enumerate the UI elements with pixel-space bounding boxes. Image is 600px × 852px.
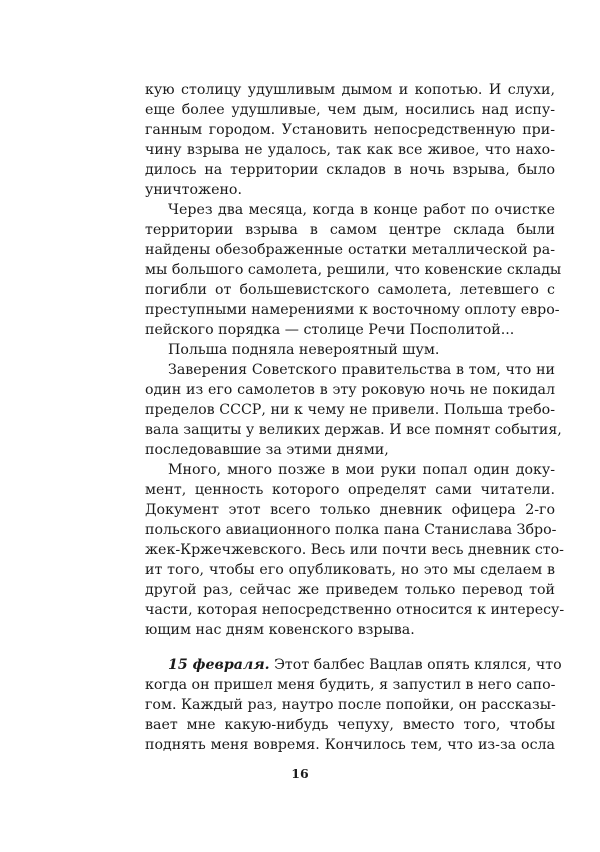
text-line: Много, много позже в мои руки попал один доку-	[168, 462, 555, 478]
text-line: другой раз, сейчас же приведем только перевод той	[145, 582, 555, 598]
text-line: Заверения Советского правительства в том, что ни	[168, 362, 555, 378]
text-line: дилось на территории складов в ночь взрыва, было	[145, 162, 555, 178]
text-line: мы большого самолета, решили, что ковенские склады	[145, 262, 562, 278]
text-line: части, которая непосредственно относится к интересу-	[145, 602, 565, 618]
text-line: вала защиты у великих держав. И все помнят события,	[145, 422, 562, 438]
text-line: погибли от большевистского самолета, летевшего с	[145, 282, 555, 298]
text-line: последовавшие за этими днями,	[145, 442, 389, 458]
text-line: пейского порядка — столице Речи Посполитой...	[145, 322, 515, 338]
text-line: мент, ценность которого определят сами читатели.	[145, 482, 555, 498]
text-line: пределов СССР, ни к чему не привели. Польша требо-	[145, 402, 555, 418]
text-line: Через два месяца, когда в конце работ по очистке	[168, 202, 555, 218]
diary-entry-first-line	[168, 655, 562, 675]
text-line: ющим нас дням ковенского взрыва.	[145, 622, 415, 638]
text-line: когда он пришел меня будить, я запустил в него сапо-	[145, 677, 556, 693]
text-line: кую столицу удушливым дымом и копотью. И слухи,	[145, 82, 555, 98]
text-line: жек-Кржечжевского. Весь или почти весь дневник сто-	[145, 542, 564, 558]
text-line: гом. Каждый раз, наутро после попойки, он рассказы-	[145, 697, 556, 713]
text-line: еще более удушливые, чем дым, носились над испу-	[145, 102, 555, 118]
text-line: преступными намерениями к восточному оплоту евро-	[145, 302, 560, 318]
text-line: уничтожено.	[145, 182, 242, 198]
text-line: территории взрыва в самом центре склада были	[145, 222, 555, 238]
text-line: польского авиационного полка пана Станислава Збро-	[145, 522, 557, 538]
text-line: один из его самолетов в эту роковую ночь не покидал	[145, 382, 555, 398]
text-line: Документ этот всего только дневник офицера 2-го	[145, 502, 555, 518]
page-number: 16	[291, 766, 309, 781]
text-line: вает мне какую-нибудь чепуху, вместо того, чтобы	[145, 717, 555, 733]
text-line: ганным городом. Установить непосредственную при-	[145, 122, 555, 138]
diary-date: 15 февраля.	[168, 657, 270, 673]
text-line: Польша подняла невероятный шум.	[168, 342, 440, 358]
text-line: найдены обезображенные остатки металлической ра-	[145, 242, 555, 258]
text-line: чину взрыва не удалось, так как все живое, что нахо-	[145, 142, 555, 158]
text-line: поднять меня вовремя. Кончилось тем, что из-за осла	[145, 737, 555, 753]
text-line: ит того, чтобы его опубликовать, но это мы сделаем в	[145, 562, 555, 578]
diary-first-line-text: Этот балбес Вацлав опять клялся, что	[274, 657, 562, 673]
